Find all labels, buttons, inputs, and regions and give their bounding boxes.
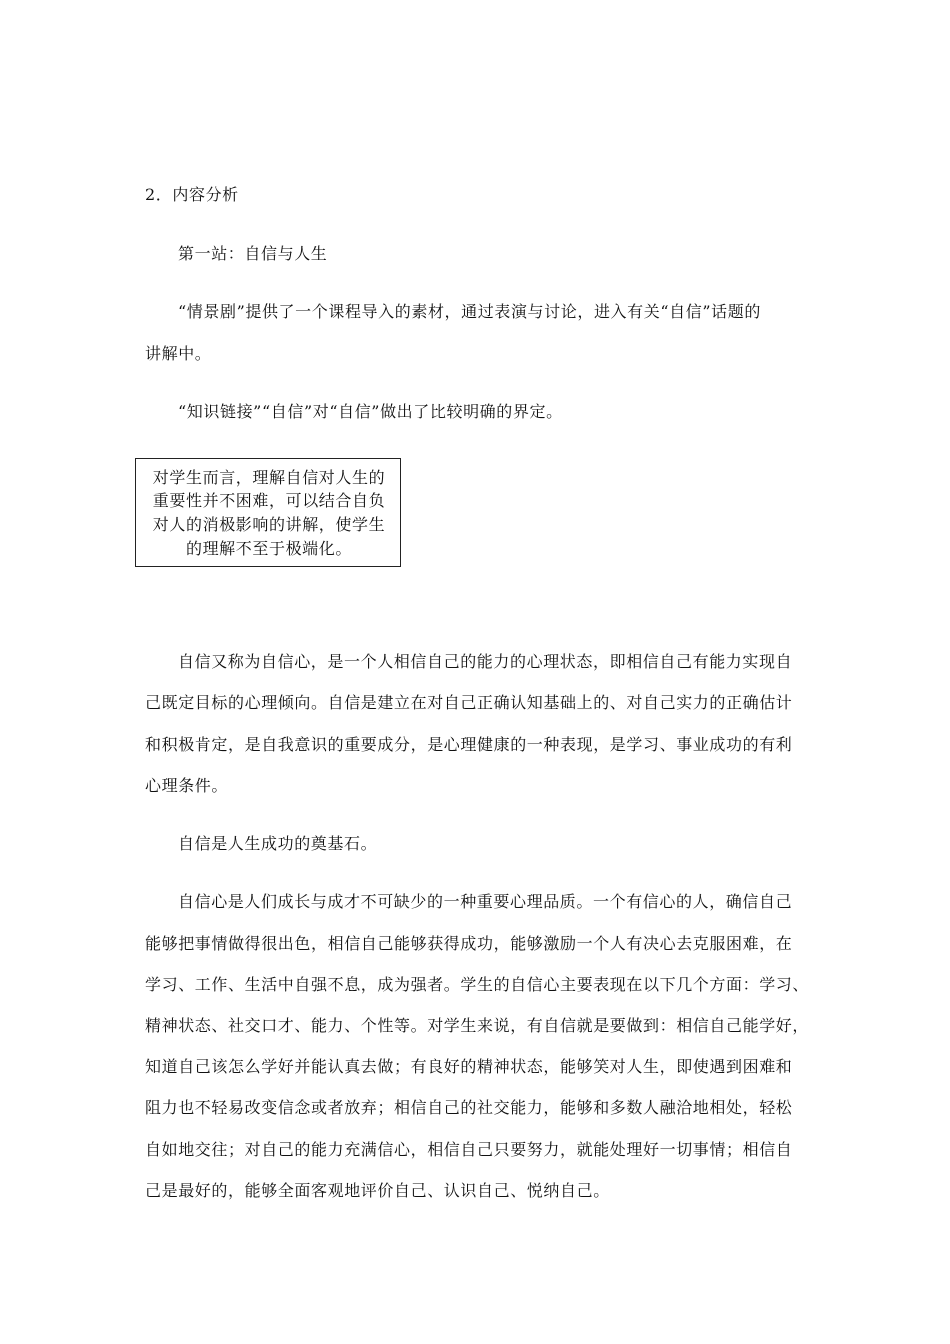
paragraph-5-line-1: 自信心是人们成长与成才不可缺少的一种重要心理品质。一个有信心的人，确信自己 <box>178 892 793 911</box>
paragraph-5-line-8: 己是最好的，能够全面客观地评价自己、认识自己、悦纳自己。 <box>145 1181 610 1200</box>
paragraph-1-line-1: “情景剧”提供了一个课程导入的素材，通过表演与讨论，进入有关“自信”话题的 <box>178 302 761 321</box>
paragraph-2: “知识链接”“自信”对“自信”做出了比较明确的界定。 <box>178 402 563 421</box>
margin-note-box <box>135 458 401 567</box>
paragraph-5-line-7: 自如地交往；对自己的能力充满信心，相信自己只要努力，就能处理好一切事情；相信自 <box>145 1140 793 1159</box>
paragraph-5-line-2: 能够把事情做得很出色，相信自己能够获得成功，能够激励一个人有决心去克服困难，在 <box>145 934 793 953</box>
note-line-3: 对人的消极影响的讲解，使学生 <box>152 515 386 534</box>
note-line-1: 对学生而言，理解自信对人生的 <box>152 468 386 487</box>
note-line-2: 重要性并不困难，可以结合自负 <box>152 491 386 510</box>
paragraph-3-line-1: 自信又称为自信心，是一个人相信自己的能力的心理状态，即相信自己有能力实现自 <box>178 652 793 671</box>
paragraph-3-line-3: 和积极肯定，是自我意识的重要成分，是心理健康的一种表现，是学习、事业成功的有利 <box>145 735 793 754</box>
section-heading: 2．内容分析 <box>145 185 239 204</box>
station-title: 第一站：自信与人生 <box>178 244 328 263</box>
paragraph-3-line-2: 己既定目标的心理倾向。自信是建立在对自己正确认知基础上的、对自己实力的正确估计 <box>145 693 793 712</box>
note-line-4: 的理解不至于极端化。 <box>185 539 352 558</box>
paragraph-5-line-3: 学习、工作、生活中自强不息，成为强者。学生的自信心主要表现在以下几个方面：学习、 <box>145 975 810 994</box>
paragraph-1-line-2: 讲解中。 <box>145 344 212 363</box>
paragraph-4: 自信是人生成功的奠基石。 <box>178 834 378 853</box>
paragraph-5-line-4: 精神状态、社交口才、能力、个性等。对学生来说，有自信就是要做到：相信自己能学好， <box>145 1016 810 1035</box>
paragraph-5-line-5: 知道自己该怎么学好并能认真去做；有良好的精神状态，能够笑对人生，即使遇到困难和 <box>145 1057 793 1076</box>
paragraph-3-line-4: 心理条件。 <box>145 776 229 795</box>
paragraph-5-line-6: 阻力也不轻易改变信念或者放弃；相信自己的社交能力，能够和多数人融洽地相处，轻松 <box>145 1098 793 1117</box>
